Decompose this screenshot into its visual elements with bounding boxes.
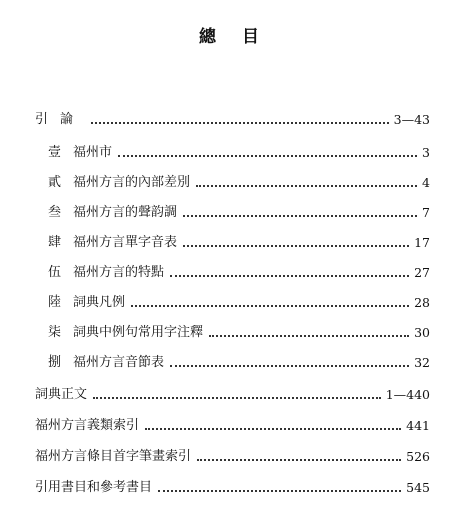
toc-leader-dots — [197, 447, 401, 467]
toc-entry-label: 福州方言音節表 — [73, 355, 165, 370]
toc-entry-label: 引用書目和參考書目 — [35, 480, 153, 495]
toc-entry[interactable] — [48, 323, 430, 343]
toc-entry-number: 叁 — [48, 205, 62, 220]
toc-entry-page: 1—440 — [385, 387, 430, 402]
toc-leader-dots — [183, 233, 409, 253]
toc-entry-page: 7 — [422, 205, 430, 220]
toc-leader-dots — [170, 263, 409, 283]
toc-entry-label: 詞典正文 — [35, 387, 88, 402]
toc-leader-dots — [196, 173, 417, 193]
toc-entry-label: 福州方言單字音表 — [73, 235, 178, 250]
toc-entry-page: 30 — [414, 325, 430, 340]
toc-entry-page: 526 — [406, 449, 430, 464]
toc-entry-number: 柒 — [48, 325, 62, 340]
toc-entry-page: 32 — [414, 355, 430, 370]
toc-entry-page: 545 — [406, 480, 430, 495]
toc-entry[interactable] — [48, 143, 430, 163]
toc-leader-dots — [183, 203, 417, 223]
toc-entry-number: 肆 — [48, 235, 62, 250]
toc-entry[interactable] — [48, 263, 430, 283]
toc-entry-number: 陸 — [48, 295, 62, 310]
toc-entry-page: 3—43 — [393, 112, 430, 127]
toc-leader-dots — [145, 416, 401, 436]
toc-entry-number: 捌 — [48, 355, 62, 370]
toc-entry-label: 福州方言條目首字筆畫索引 — [35, 449, 192, 464]
toc-entry-page: 4 — [422, 175, 430, 190]
toc-leader-dots — [91, 110, 389, 130]
toc-entry-dictionary[interactable] — [35, 385, 430, 405]
toc-entry-number: 壹 — [48, 145, 62, 160]
toc-leader-dots — [158, 478, 401, 498]
page-title: 總目 — [199, 27, 285, 47]
toc-entry-label: 詞典中例句常用字注釋 — [73, 325, 204, 340]
toc-entry-label: 福州市 — [73, 145, 113, 160]
toc-entry[interactable] — [48, 293, 430, 313]
toc-entry[interactable] — [48, 233, 430, 253]
toc-entry-label: 詞典凡例 — [73, 295, 126, 310]
toc-entry-number: 伍 — [48, 265, 62, 280]
toc-leader-dots — [93, 385, 381, 405]
toc-entry-page: 3 — [422, 145, 430, 160]
toc-entry-page: 28 — [414, 295, 430, 310]
toc-entry[interactable] — [48, 353, 430, 373]
toc-entry-page: 27 — [414, 265, 430, 280]
toc-entry[interactable] — [48, 203, 430, 223]
toc-leader-dots — [131, 293, 409, 313]
toc-entry-number: 貳 — [48, 175, 62, 190]
toc-leader-dots — [170, 353, 409, 373]
toc-entry-semantic-index[interactable] — [35, 416, 430, 436]
toc-leader-dots — [118, 143, 417, 163]
toc-entry-stroke-index[interactable] — [35, 447, 430, 467]
toc-entry-page: 441 — [406, 418, 430, 433]
toc-entry-label: 福州方言的聲韵調 — [73, 205, 178, 220]
toc-leader-dots — [209, 323, 409, 343]
toc-entry-label: 福州方言義類索引 — [35, 418, 140, 433]
toc-entry-intro[interactable] — [35, 110, 430, 130]
toc-entry-label: 引論 — [35, 112, 86, 127]
toc-entry-label: 福州方言的內部差別 — [73, 175, 191, 190]
toc-entry-bibliography[interactable] — [35, 478, 430, 498]
toc-entry[interactable] — [48, 173, 430, 193]
toc-entry-label: 福州方言的特點 — [73, 265, 165, 280]
toc-entry-page: 17 — [414, 235, 430, 250]
